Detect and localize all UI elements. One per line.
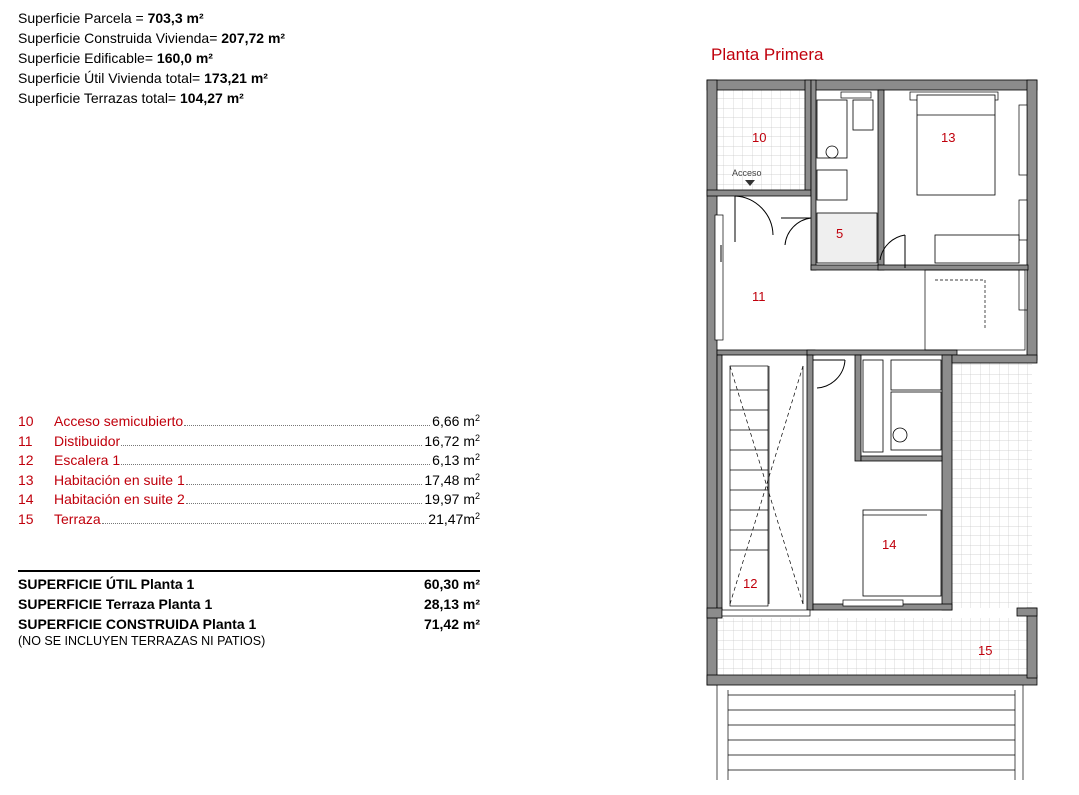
area-unit-exponent: 2 xyxy=(474,491,480,501)
summary-label: Superficie Terrazas total= xyxy=(18,90,180,106)
total-row-util xyxy=(18,574,480,594)
totals-block xyxy=(18,570,480,648)
summary-label: Superficie Útil Vivienda total= xyxy=(18,70,205,86)
room-list xyxy=(18,413,480,530)
room-area xyxy=(424,472,480,488)
dot-leader xyxy=(102,523,427,524)
room-row xyxy=(18,433,480,453)
total-label: SUPERFICIE ÚTIL Planta 1 xyxy=(18,576,195,592)
room-label-5: 5 xyxy=(836,226,844,241)
room-name: Habitación en suite 2 xyxy=(54,491,185,507)
area-value: 6,66 m xyxy=(432,413,475,429)
floor-plan xyxy=(695,70,1045,785)
room-area xyxy=(432,413,480,429)
plan-title: Planta Primera xyxy=(711,45,824,64)
room-number: 14 xyxy=(18,491,34,507)
summary-row-edificable xyxy=(18,48,285,68)
room-label-10: 10 xyxy=(752,130,767,145)
room-label-11: 11 xyxy=(752,289,766,304)
dot-leader xyxy=(184,425,430,426)
room-row xyxy=(18,472,480,492)
summary-row-util xyxy=(18,68,285,88)
room-row xyxy=(18,413,480,433)
area-value: 6,13 m xyxy=(432,452,475,468)
total-label: SUPERFICIE Terraza Planta 1 xyxy=(18,596,213,612)
area-value: 21,47m xyxy=(428,510,475,527)
area-unit-exponent: 2 xyxy=(474,452,480,462)
total-value: 71,42 m² xyxy=(423,616,480,632)
summary-row-construida xyxy=(18,28,285,48)
summary-value: 104,27 m² xyxy=(180,90,244,106)
area-unit-exponent: 2 xyxy=(474,471,480,482)
exclusion-note: (NO SE INCLUYEN TERRAZAS NI PATIOS) xyxy=(18,634,266,648)
room-row xyxy=(18,491,480,511)
tiled-area-15-side xyxy=(952,363,1032,608)
area-value: 19,97 m xyxy=(424,491,475,507)
summary-row-terrazas xyxy=(18,88,285,108)
summary-value: 703,3 m² xyxy=(147,10,204,26)
room-area xyxy=(432,452,480,468)
room-number: 13 xyxy=(18,471,34,488)
area-unit-exponent: 2 xyxy=(474,413,480,423)
area-unit-exponent: 2 xyxy=(474,510,480,521)
total-value: 28,13 m² xyxy=(423,596,480,612)
summary-value: 207,72 m² xyxy=(221,30,286,46)
dot-leader xyxy=(186,484,423,485)
area-unit-exponent: 2 xyxy=(474,432,480,443)
summary-label: Superficie Edificable= xyxy=(18,50,157,66)
summary-value: 173,21 m² xyxy=(204,70,268,86)
room-label-14: 14 xyxy=(882,537,897,552)
dot-leader xyxy=(186,503,423,504)
summary-value: 160,0 m² xyxy=(156,50,213,66)
room-area xyxy=(424,433,480,449)
room-row xyxy=(18,452,480,472)
total-row-construida xyxy=(18,614,480,634)
exterior-steps xyxy=(717,685,1023,780)
summary-label: Superficie Parcela = xyxy=(18,10,148,26)
dot-leader xyxy=(121,464,430,465)
total-row-terraza xyxy=(18,594,480,614)
room-area xyxy=(424,491,480,507)
summary-row-parcela xyxy=(18,8,285,28)
room-number: 12 xyxy=(18,452,34,468)
room-label-12: 12 xyxy=(743,576,758,591)
room-label-13: 13 xyxy=(941,130,956,145)
area-value: 16,72 m xyxy=(424,432,475,449)
room-row xyxy=(18,511,480,531)
access-label: Acceso xyxy=(732,168,762,178)
dot-leader xyxy=(121,445,422,446)
summary-label: Superficie Construida Vivienda= xyxy=(18,30,222,46)
room-number: 10 xyxy=(18,413,34,429)
room-name: Escalera 1 xyxy=(54,452,121,468)
area-value: 17,48 m xyxy=(424,471,475,488)
room-name: Terraza xyxy=(54,510,101,527)
room-area xyxy=(428,511,480,527)
total-label: SUPERFICIE CONSTRUIDA Planta 1 xyxy=(18,616,257,632)
room-name: Acceso semicubierto xyxy=(54,413,184,429)
room-number: 15 xyxy=(18,510,34,527)
room-name: Distibuidor xyxy=(54,432,121,449)
room-name: Habitación en suite 1 xyxy=(54,471,185,488)
room-number: 11 xyxy=(18,432,33,449)
total-value: 60,30 m² xyxy=(423,576,480,592)
surface-summary xyxy=(18,8,285,108)
room-label-15: 15 xyxy=(978,643,993,658)
